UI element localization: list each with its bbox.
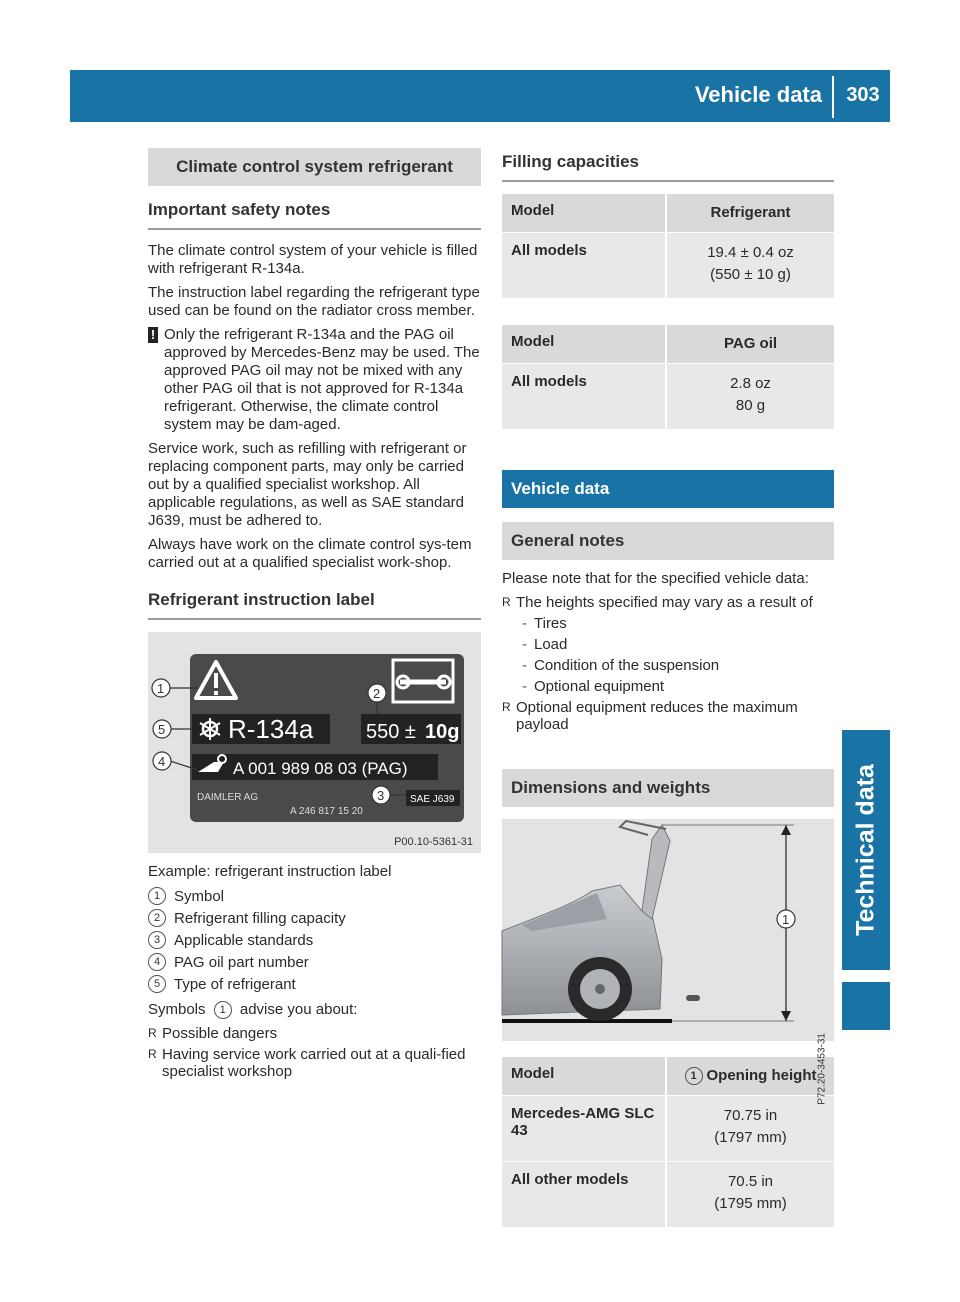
sub-item: - Tires	[522, 615, 567, 632]
car-illustration	[502, 819, 834, 1041]
pag-oil-table	[502, 325, 834, 430]
header-title: Vehicle data	[694, 82, 822, 107]
label-illustration	[148, 632, 481, 853]
legend-item: 3 Applicable standards	[148, 931, 481, 949]
warning-icon: !	[148, 327, 158, 343]
legend-item: 2 Refrigerant filling capacity	[148, 909, 481, 927]
page-number: 303	[846, 84, 880, 106]
left-column	[148, 148, 481, 1084]
bullet-item: R The heights specified may vary as a result of	[502, 594, 813, 611]
legend-item: 4 PAG oil part number	[148, 953, 481, 971]
heading-instruction-label: Refrigerant instruction label	[148, 590, 481, 620]
figure-caption: Example: refrigerant instruction label	[148, 863, 392, 880]
warning-note	[148, 326, 481, 434]
paragraph: Always have work on the climate control sys-tem carried out at a qualified specialist work-shop.	[148, 536, 472, 571]
page-header	[70, 70, 890, 122]
section-bar-vehicle-data: Vehicle data	[502, 470, 834, 508]
refrigerant-label-figure	[148, 632, 481, 853]
header-divider	[832, 76, 834, 118]
col-header: PAG oil	[667, 325, 834, 364]
heading-safety-notes: Important safety notes	[148, 200, 481, 230]
col-header: Refrigerant	[667, 194, 834, 233]
opening-height-table	[502, 1057, 834, 1228]
table-row: All models 19.4 ± 0.4 oz (550 ± 10 g)	[502, 233, 834, 299]
svg-text:5: 5	[158, 722, 166, 737]
svg-text:2: 2	[373, 686, 381, 701]
svg-text:4: 4	[158, 754, 166, 769]
label-number: A 246 817 15 20	[290, 806, 363, 817]
refrigerant-table	[502, 194, 834, 299]
paragraph: Service work, such as refilling with refrigerant or replacing component parts, may only be carried out by a qualified specialist workshop. All applicable regulations, as well as SAE standard J639, must be adhered to.	[148, 440, 467, 529]
table-row: All models 2.8 oz 80 g	[502, 364, 834, 430]
maker-name: DAIMLER AG	[197, 792, 259, 803]
chapter-tab[interactable]	[842, 730, 890, 970]
refrigerant-type: R-134a	[228, 714, 314, 744]
paragraph: The instruction label regarding the refrigerant type used can be found on the radiator cross member.	[148, 284, 480, 319]
paragraph: The climate control system of your vehicle is filled with refrigerant R-134a.	[148, 242, 478, 277]
legend-item: 1 Symbol	[148, 887, 481, 905]
bullet-item: R Possible dangers	[148, 1025, 278, 1043]
table-row: Mercedes-AMG SLC 43 70.75 in (1797 mm)	[502, 1096, 834, 1162]
section-title-refrigerant: Climate control system refrigerant	[148, 148, 481, 186]
bullet-item: R Having service work carried out at a quali-fied specialist workshop	[148, 1046, 466, 1081]
col-header: Model	[502, 325, 667, 364]
capacity-value: 550 ±	[366, 721, 416, 743]
right-column	[502, 148, 834, 1228]
standard-text: SAE J639	[410, 794, 455, 805]
bullet-item: R Optional equipment reduces the maximum payload	[502, 699, 798, 733]
section-bar-general-notes: General notes	[502, 522, 834, 560]
capacity-unit: 10g	[425, 721, 460, 743]
heading-filling-capacities: Filling capacities	[502, 152, 834, 182]
section-bar-dimensions: Dimensions and weights	[502, 769, 834, 807]
figure-code: P00.10-5361-31	[394, 836, 473, 848]
symbols-intro: Symbols 1 advise you about:	[148, 1001, 358, 1018]
legend-list	[148, 887, 481, 993]
chapter-tab-label: Technical data	[851, 764, 880, 936]
sub-item: - Load	[522, 636, 568, 653]
col-header: Model	[502, 1057, 667, 1096]
chapter-marker	[842, 982, 890, 1030]
table-row: All other models 70.5 in (1795 mm)	[502, 1162, 834, 1228]
col-header: 1 Opening height	[667, 1057, 834, 1096]
legend-item: 5 Type of refrigerant	[148, 975, 481, 993]
svg-text:1: 1	[782, 912, 790, 927]
sub-item: - Condition of the suspension	[522, 657, 720, 674]
svg-text:3: 3	[377, 788, 385, 803]
col-header: Model	[502, 194, 667, 233]
sub-item: - Optional equipment	[522, 678, 665, 695]
paragraph: Please note that for the specified vehicle data:	[502, 570, 809, 587]
pag-part-number: A 001 989 08 03 (PAG)	[233, 759, 408, 778]
figure-code: P72.20-3453-31	[817, 1033, 828, 1105]
svg-text:1: 1	[157, 681, 165, 696]
warning-text: Only the refrigerant R-134a and the PAG oil approved by Mercedes-Benz may be used. The approved PAG oil may not be mixed with any other PAG oil that is not approved for R-134a refrigerant. Otherwise, the climate control system may be dam-aged.	[164, 326, 480, 433]
